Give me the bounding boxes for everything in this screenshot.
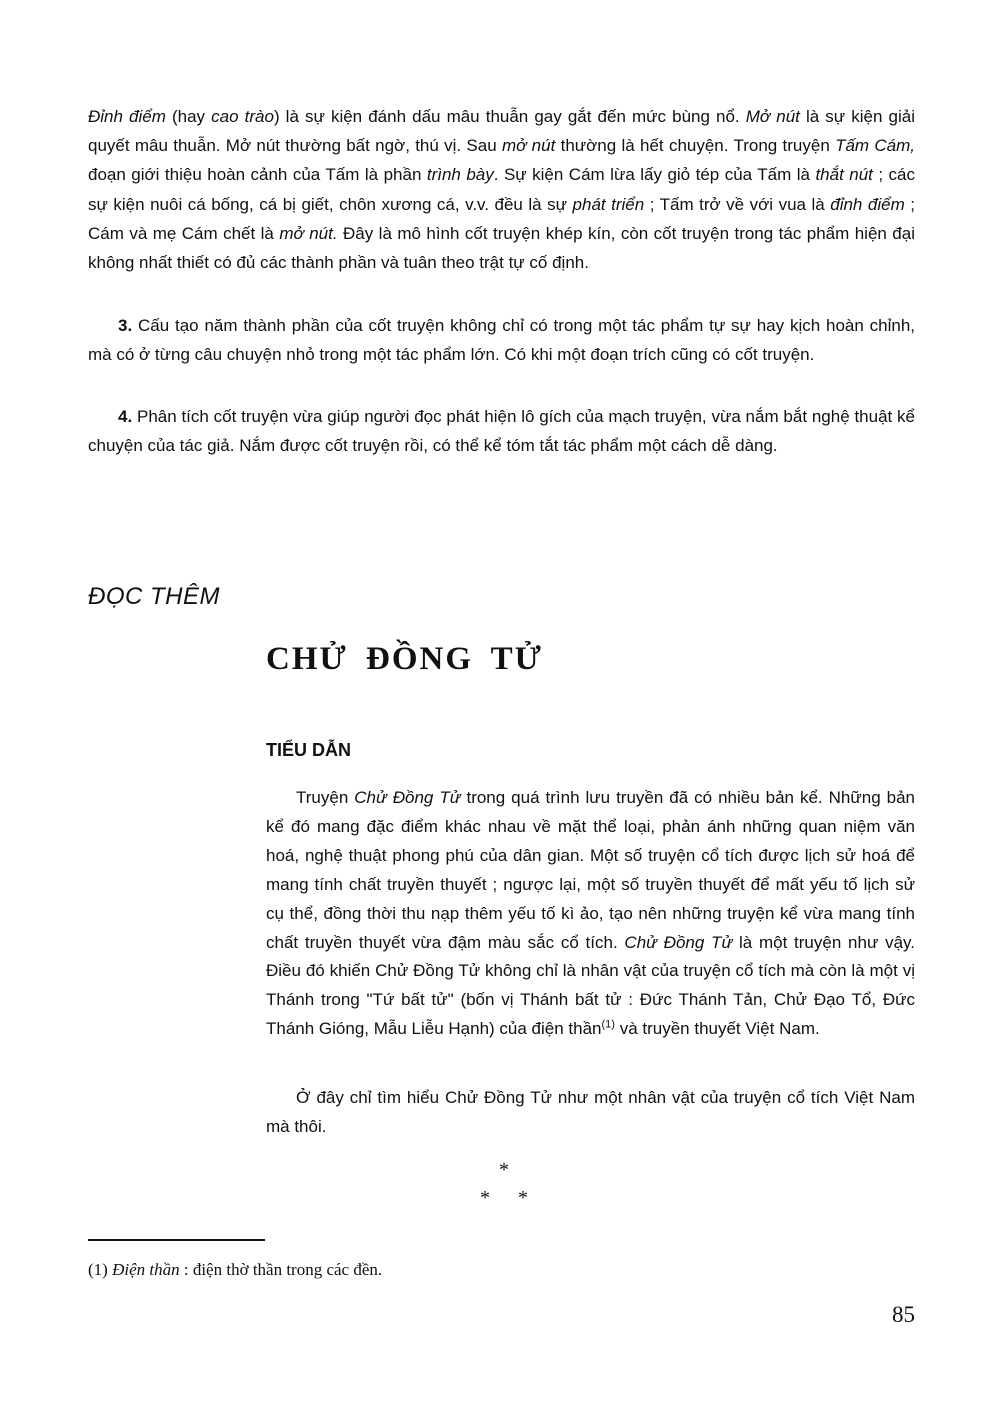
point-text: Phân tích cốt truyện vừa giúp người đọc phát hiện lô gích của mạch truyện, vừa nắm bắt nghệ thuật kể chuyện của tác giả. Nắm được cốt truyện rồi, có thể kể tóm tắt tác phẩm một cách dễ dàng.	[88, 407, 915, 456]
section-heading-tieu-dan: TIỂU DẪN	[266, 740, 351, 760]
body-paragraph-plot-example: Đỉnh điểm (hay cao trào) là sự kiện đánh dấu mâu thuẫn gay gắt đến mức bùng nổ. Mở nút là sự kiện giải quyết mâu thuẫn. Mở nút thường bất ngờ, thú vị. Sau mở nút thường là hết chuyện. Trong truyện Tấm Cám, đoạn giới thiệu hoàn cảnh của Tấm là phần trình bày. Sự kiện Cám lừa lấy giỏ tép của Tấm là thắt nút ; các sự kiện nuôi cá bống, cá bị giết, chôn xương cá, v.v. đều là sự phát triển ; Tấm trở về với vua là đỉnh điểm ; Cám và mẹ Cám chết là mở nút. Đây là mô hình cốt truyện khép kín, còn cốt truyện trong tác phẩm hiện đại không nhất thiết có đủ các thành phần và tuân theo trật tự cố định.	[88, 107, 916, 273]
page-number: 85	[892, 1302, 915, 1327]
tieu-dan-paragraph-2: Ở đây chỉ tìm hiểu Chử Đồng Tử như một nhân vật của truyện cổ tích Việt Nam mà thôi.	[266, 1088, 915, 1136]
numbered-point-3	[88, 311, 915, 369]
tieu-dan-paragraph-1: Truyện Chử Đồng Tử trong quá trình lưu truyền đã có nhiều bản kể. Những bản kể đó mang đặc điểm khác nhau về mặt thể loại, phản ánh những quan niệm văn hoá, nghệ thuật phong phú của dân gian. Một số truyện cổ tích được lịch sử hoá để mang tính chất truyền thuyết ; ngược lại, một số truyền thuyết để mất yếu tố lịch sử cụ thể, đồng thời thu nạp thêm yếu tố kì ảo, tạo nên những truyện kể vừa mang tính chất truyền thuyết vừa đậm màu sắc cổ tích. Chử Đồng Tử là một truyện như vậy. Điều đó khiến Chử Đồng Tử không chỉ là nhân vật của truyện cổ tích mà còn là một vị Thánh trong "Tứ bất tử" (bốn vị Thánh bất tử : Đức Thánh Tản, Chử Đạo Tổ, Đức Thánh Gióng, Mẫu Liễu Hạnh) của điện thần$^{(1)}$ và truyền thuyết Việt Nam.	[266, 788, 915, 1039]
footnote-marker: (1)	[88, 1260, 113, 1279]
point-number: 4.	[118, 407, 133, 426]
footnote-reference: (1)	[601, 1018, 615, 1031]
footnote-definition: : điện thờ thần trong các đền.	[179, 1260, 383, 1279]
footnote-divider	[88, 1239, 265, 1241]
story-name-italic: Chử Đồng Tử	[624, 932, 733, 952]
term-dinh-diem: Đỉnh điểm	[88, 107, 166, 126]
footnote-term: Điện thần	[112, 1260, 180, 1279]
footnote	[88, 1260, 382, 1280]
section-label-doc-them: ĐỌC THÊM	[88, 583, 220, 610]
asterism-separator	[464, 1156, 544, 1212]
asterisk-glyph: *	[499, 1159, 509, 1181]
numbered-point-4	[88, 402, 915, 460]
asterisk-glyph: *	[480, 1187, 490, 1209]
point-text: Cấu tạo năm thành phần của cốt truyện không chỉ có trong một tác phẩm tự sự hay kịch hoàn chỉnh, mà có ở từng câu chuyện nhỏ trong một tác phẩm lớn. Có khi một đoạn trích cũng có cốt truyện.	[88, 316, 915, 365]
point-number: 3.	[118, 316, 133, 335]
asterisk-glyph: *	[518, 1187, 528, 1209]
story-title: CHỬ ĐỒNG TỬ	[266, 641, 543, 677]
story-name-italic: Chử Đồng Tử	[354, 788, 461, 807]
